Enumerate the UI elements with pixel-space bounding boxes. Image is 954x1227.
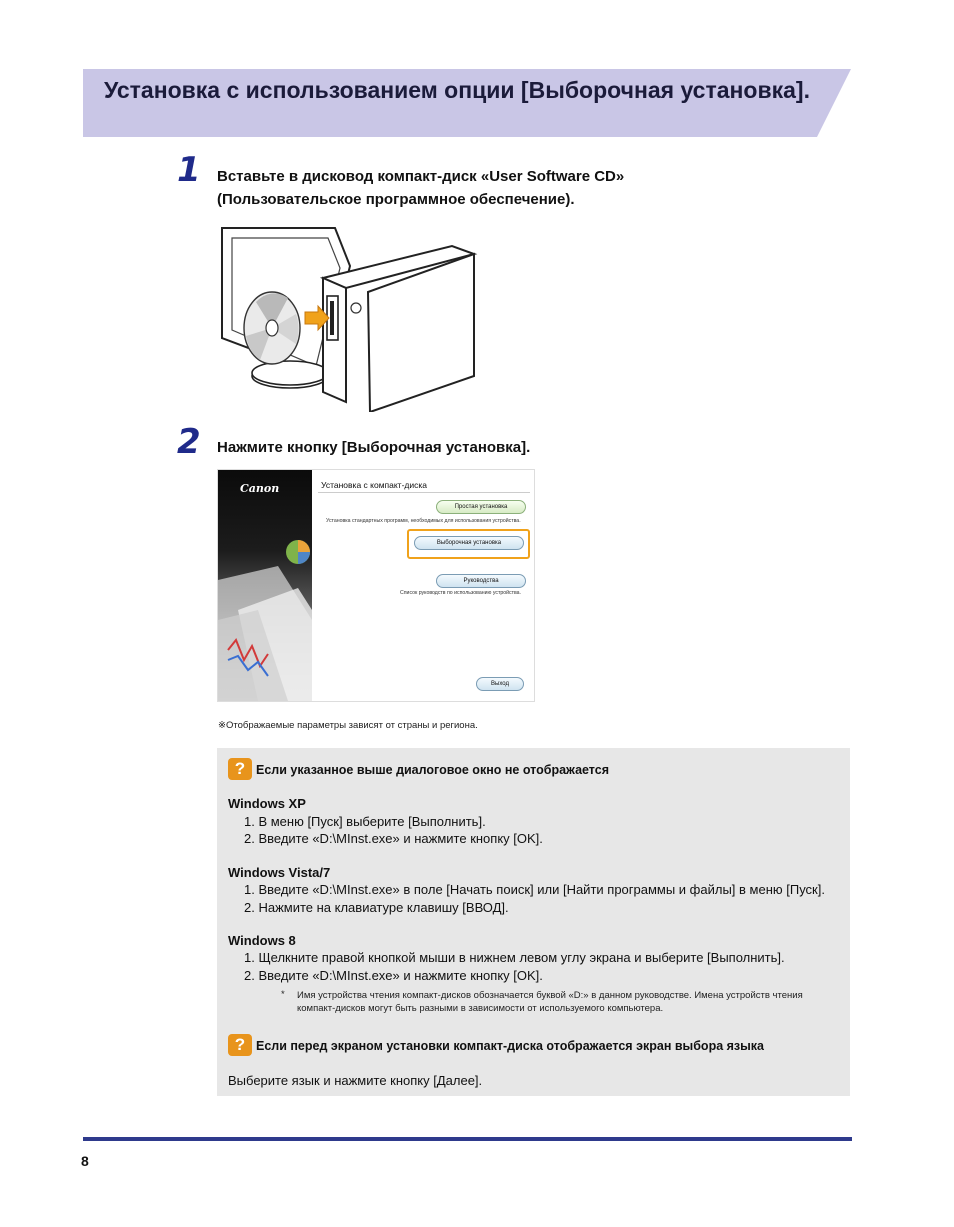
windows-xp-step-2: 2. Введите «D:\MInst.exe» и нажмите кнопку [OK].: [244, 831, 543, 846]
insert-cd-illustration: [220, 226, 480, 412]
windows-xp-heading: Windows XP: [228, 796, 306, 811]
question-icon: ?: [228, 758, 252, 780]
section-title: Установка с использованием опции [Выборочная установка].: [104, 77, 810, 103]
installer-sidebar-image: [218, 470, 312, 701]
drive-letter-footnote: Имя устройства чтения компакт-дисков обозначается буквой «D:» в данном руководстве. Имена устройств чтения компакт-дисков могут быть разными в зависимости от используемого компьютера.: [297, 990, 803, 1014]
footer-rule: [83, 1137, 852, 1141]
power-button-icon: [351, 303, 361, 313]
windows-xp-step-1: 1. В меню [Пуск] выберите [Выполнить].: [244, 814, 486, 829]
manuals-button[interactable]: Руководства: [436, 574, 526, 588]
easy-installation-button[interactable]: Простая установка: [436, 500, 526, 514]
page-number: 8: [81, 1153, 89, 1169]
step-1-text-line2: (Пользовательское программное обеспечение).: [217, 191, 575, 208]
custom-installation-button[interactable]: Выборочная установка: [414, 536, 524, 550]
windows-8-step-2: 2. Введите «D:\MInst.exe» и нажмите кнопку [OK].: [244, 968, 543, 983]
windows-8-step-1: 1. Щелкните правой кнопкой мыши в нижнем левом углу экрана и выберите [Выполнить].: [244, 950, 785, 965]
manuals-description: Список руководств по использованию устройства.: [400, 590, 521, 596]
windows-8-heading: Windows 8: [228, 933, 296, 948]
step-1-text: [217, 165, 624, 211]
step-1-text-line1: Вставьте в дисковод компакт-диск «User Software CD»: [217, 168, 625, 185]
language-screen-instruction: Выберите язык и нажмите кнопку [Далее].: [228, 1073, 483, 1088]
region-note: ※Отображаемые параметры зависят от страны и региона.: [218, 720, 478, 731]
question-icon: ?: [228, 1034, 252, 1056]
step-2-number: 2: [177, 422, 201, 462]
easy-installation-description: Установка стандартных программ, необходимых для использования устройства.: [326, 518, 521, 524]
section-header: [83, 69, 851, 137]
step-1-number: 1: [177, 150, 201, 190]
troubleshooting-box: [217, 748, 850, 1096]
installer-title-divider: [318, 492, 530, 493]
exit-button[interactable]: Выход: [476, 677, 524, 691]
canon-logo: Canon: [240, 482, 280, 495]
windows-vista7-heading: Windows Vista/7: [228, 865, 331, 880]
documents-collage-image: [218, 470, 312, 701]
footnote-mark: *: [281, 989, 285, 1000]
windows-vista7-step-1: 1. Введите «D:\MInst.exe» в поле [Начать поиск] или [Найти программы и файлы] в меню [Пуск].: [244, 882, 825, 897]
cd-disc-icon: [244, 292, 300, 364]
step-2-text: Нажмите кнопку [Выборочная установка].: [217, 439, 531, 456]
language-screen-heading: Если перед экраном установки компакт-диска отображается экран выбора языка: [256, 1039, 765, 1053]
windows-vista7-step-2: 2. Нажмите на клавиатуре клавишу [ВВОД].: [244, 900, 509, 915]
dialog-not-shown-heading: Если указанное выше диалоговое окно не отображается: [256, 763, 610, 777]
installer-screenshot: [217, 469, 535, 702]
installer-window-title: Установка с компакт-диска: [321, 480, 427, 490]
custom-installation-highlight: [407, 529, 530, 559]
